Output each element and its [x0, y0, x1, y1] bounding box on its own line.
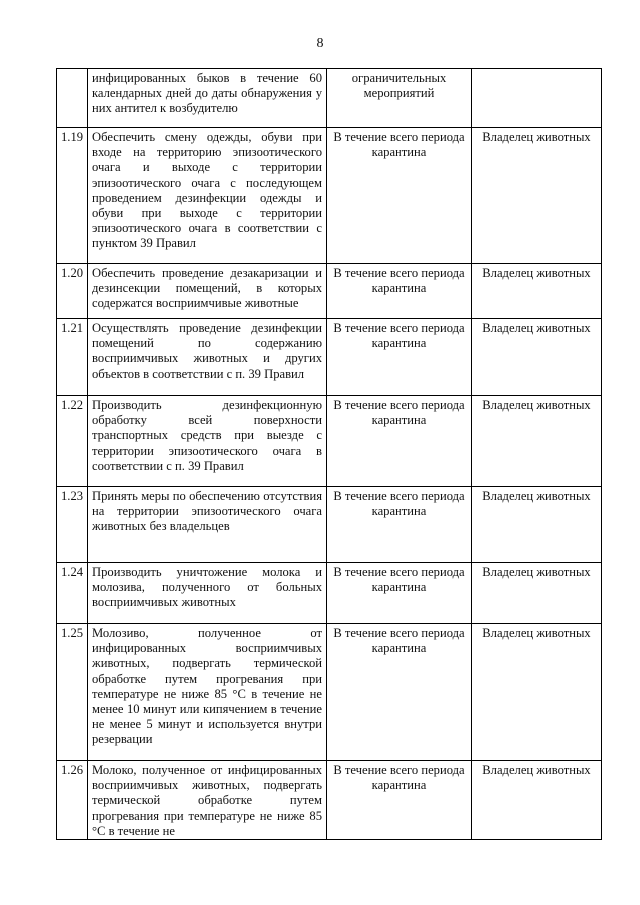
row-responsible: Владелец животных [472, 563, 602, 624]
row-number: 1.19 [57, 128, 88, 264]
row-term: В течение всего периода карантина [327, 128, 472, 264]
row-term: ограничительных мероприятий [327, 69, 472, 128]
row-action: Производить уничтожение молока и молозива, полученного от больных восприимчивых животных [88, 563, 327, 624]
row-number: 1.26 [57, 761, 88, 840]
row-term: В течение всего периода карантина [327, 319, 472, 396]
row-responsible: Владелец животных [472, 264, 602, 319]
row-action: Молозиво, полученное от инфицированных восприимчивых животных, подвергать термической обработке путем прогревания при температуре не ниже 85 °C в течение не менее 10 минут или кипячением в течение не менее 5 минут и используется внутри резервации [88, 624, 327, 761]
row-term: В течение всего периода карантина [327, 761, 472, 840]
row-responsible: Владелец животных [472, 761, 602, 840]
row-action: Обеспечить смену одежды, обуви при входе на территорию эпизоотического очага и выходе с территории эпизоотического очага с последующем проведением дезинфекции одежды и обуви при выходе с территории эпизоотического очага в соответствии с пунктом 39 Правил [88, 128, 327, 264]
row-responsible [472, 69, 602, 128]
row-number [57, 69, 88, 128]
row-term: В течение всего периода карантина [327, 264, 472, 319]
row-number: 1.25 [57, 624, 88, 761]
row-term: В течение всего периода карантина [327, 396, 472, 487]
row-action: инфицированных быков в течение 60 календарных дней до даты обнаружения у них антител к возбудителю [88, 69, 327, 128]
row-term: В течение всего периода карантина [327, 487, 472, 563]
row-number: 1.20 [57, 264, 88, 319]
row-action: Обеспечить проведение дезакаризации и дезинсекции помещений, в которых содержатся восприимчивые животные [88, 264, 327, 319]
table-row [57, 264, 602, 319]
table-row [57, 396, 602, 487]
row-action: Молоко, полученное от инфицированных восприимчивых животных, подвергать термической обработке путем прогревания при температуре не ниже 85 °C в течение не [88, 761, 327, 840]
row-responsible: Владелец животных [472, 128, 602, 264]
row-number: 1.24 [57, 563, 88, 624]
row-number: 1.23 [57, 487, 88, 563]
table-row [57, 761, 602, 840]
row-number: 1.21 [57, 319, 88, 396]
row-action: Производить дезинфекционную обработку всей поверхности транспортных средств при выезде с территории эпизоотического очага в соответствии с п. 39 Правил [88, 396, 327, 487]
row-term: В течение всего периода карантина [327, 624, 472, 761]
row-responsible: Владелец животных [472, 624, 602, 761]
row-term: В течение всего периода карантина [327, 563, 472, 624]
table-row [57, 563, 602, 624]
table-row [57, 319, 602, 396]
row-responsible: Владелец животных [472, 396, 602, 487]
table-row [57, 69, 602, 128]
table-row [57, 487, 602, 563]
row-responsible: Владелец животных [472, 319, 602, 396]
row-action: Принять меры по обеспечению отсутствия на территории эпизоотического очага животных без владельцев [88, 487, 327, 563]
row-responsible: Владелец животных [472, 487, 602, 563]
page-number: 8 [316, 36, 324, 51]
measures-table [56, 68, 602, 840]
table-row [57, 624, 602, 761]
table-row [57, 128, 602, 264]
row-action: Осуществлять проведение дезинфекции помещений по содержанию восприимчивых животных и других объектов в соответствии с п. 39 Правил [88, 319, 327, 396]
row-number: 1.22 [57, 396, 88, 487]
